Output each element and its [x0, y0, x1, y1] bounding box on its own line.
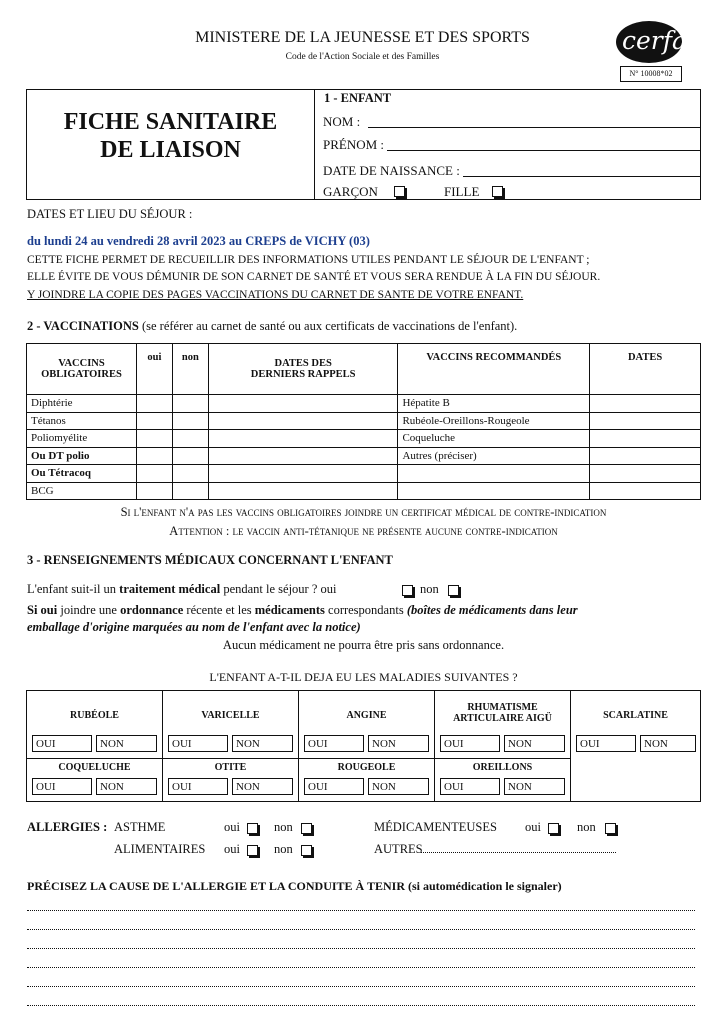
- table-row: Ou DT polio Autres (préciser): [27, 447, 701, 465]
- non-box[interactable]: NON: [232, 735, 293, 752]
- maladie-rhumatisme: RHUMATISME ARTICULAIRE AIGÜ OUI NON: [435, 691, 571, 758]
- table-row: Diphtérie Hépatite B: [27, 395, 701, 413]
- vaccination-table: [26, 343, 701, 500]
- header-non: non: [172, 344, 208, 395]
- asthme-non-checkbox[interactable]: [301, 823, 312, 834]
- medicamenteuses-oui-checkbox[interactable]: [548, 823, 559, 834]
- intro-line-3: Y JOINDRE LA COPIE DES PAGES VACCINATIONS DU CARNET DE SANTE DE VOTRE ENFANT.: [27, 289, 524, 301]
- maladie-rougeole: ROUGEOLE OUI NON: [299, 758, 435, 801]
- alimentaires-oui-label: oui: [224, 842, 240, 856]
- sejour-label: DATES ET LIEU DU SÉJOUR :: [27, 207, 193, 221]
- vaccine-warning-1: Si l'enfant n'a pas les vaccins obligatoires joindre un certificat médical de contre-indication: [120, 505, 607, 519]
- autres-label: AUTRES: [374, 842, 423, 856]
- medicamenteuses-non-label: non: [577, 820, 596, 834]
- oui-box[interactable]: OUI: [304, 735, 364, 752]
- ministry-title: MINISTERE DE LA JEUNESSE ET DES SPORTS: [195, 29, 530, 46]
- non-box[interactable]: NON: [232, 778, 293, 795]
- asthme-non-label: non: [274, 820, 293, 834]
- header-obligatoires: VACCINS OBLIGATOIRES: [27, 344, 137, 395]
- prenom-field[interactable]: [387, 150, 701, 151]
- fille-label: FILLE: [444, 184, 480, 199]
- header-recommandes: VACCINS RECOMMANDÉS: [398, 344, 590, 395]
- asthme-oui-checkbox[interactable]: [247, 823, 258, 834]
- vaccine-warning-2: Attention : le vaccin anti-tétanique ne présente aucune contre-indication: [169, 524, 558, 538]
- oui-box[interactable]: OUI: [32, 735, 92, 752]
- oui-box[interactable]: OUI: [168, 778, 228, 795]
- oui-box[interactable]: OUI: [440, 735, 500, 752]
- sejour-dates: du lundi 24 au vendredi 28 avril 2023 au CREPS de VICHY (03): [27, 234, 370, 248]
- non-box[interactable]: NON: [504, 778, 565, 795]
- table-row: Tétanos Rubéole-Oreillons-Rougeole: [27, 412, 701, 430]
- medical-heading: 3 - RENSEIGNEMENTS MÉDICAUX CONCERNANT L'ENFANT: [27, 553, 393, 567]
- answer-line[interactable]: [27, 986, 695, 987]
- traitement-oui-checkbox[interactable]: [402, 585, 413, 596]
- allergies-label: ALLERGIES :: [27, 820, 108, 834]
- naissance-label: DATE DE NAISSANCE :: [323, 163, 460, 178]
- prenom-label: PRÉNOM :: [323, 137, 385, 152]
- intro-line-1: CETTE FICHE PERMET DE RECUEILLIR DES INFORMATIONS UTILES PENDANT LE SÉJOUR DE L'ENFANT ;: [27, 254, 590, 266]
- maladies-question: L'ENFANT A-T-IL DEJA EU LES MALADIES SUIVANTES ?: [209, 670, 518, 684]
- medicamenteuses-oui-label: oui: [525, 820, 541, 834]
- aucun-medicament: Aucun médicament ne pourra être pris sans ordonnance.: [222, 638, 505, 652]
- table-row: Poliomyélite Coqueluche: [27, 430, 701, 448]
- code-subtitle: Code de l'Action Sociale et des Familles: [285, 52, 440, 62]
- form-number: N° 10008*02: [620, 66, 682, 82]
- answer-line[interactable]: [27, 910, 695, 911]
- traitement-non-checkbox[interactable]: [448, 585, 459, 596]
- oui-box[interactable]: OUI: [168, 735, 228, 752]
- nom-label: NOM :: [323, 114, 361, 129]
- alimentaires-oui-checkbox[interactable]: [247, 845, 258, 856]
- table-header-row: [27, 344, 701, 395]
- oui-box[interactable]: OUI: [576, 735, 636, 752]
- section-enfant: 1 - ENFANT: [324, 91, 392, 105]
- maladie-scarlatine: SCARLATINE OUI NON: [571, 691, 700, 758]
- oui-box[interactable]: OUI: [304, 778, 364, 795]
- maladie-varicelle: VARICELLE OUI NON: [163, 691, 299, 758]
- table-row: Ou Tétracoq: [27, 465, 701, 483]
- asthme-oui-label: oui: [224, 820, 240, 834]
- alimentaires-label: ALIMENTAIRES: [114, 842, 206, 856]
- maladie-otite: OTITE OUI NON: [163, 758, 299, 801]
- non-box[interactable]: NON: [368, 778, 429, 795]
- divider: [314, 90, 315, 199]
- non-box[interactable]: NON: [504, 735, 565, 752]
- maladie-coqueluche: COQUELUCHE OUI NON: [27, 758, 163, 801]
- medicamenteuses-non-checkbox[interactable]: [605, 823, 616, 834]
- alimentaires-non-checkbox[interactable]: [301, 845, 312, 856]
- medicamenteuses-label: MÉDICAMENTEUSES: [374, 820, 497, 834]
- answer-line[interactable]: [27, 929, 695, 930]
- cerfa-logo: cerfa: [616, 21, 682, 63]
- si-oui-line-2: emballage d'origine marquées au nom de l'enfant avec la notice): [27, 620, 361, 634]
- garcon-checkbox[interactable]: [394, 186, 405, 197]
- non-box[interactable]: NON: [96, 778, 157, 795]
- oui-box[interactable]: OUI: [440, 778, 500, 795]
- non-box[interactable]: NON: [96, 735, 157, 752]
- table-row: BCG: [27, 482, 701, 500]
- header-dates: DATES: [590, 344, 701, 395]
- intro-line-2: ELLE ÉVITE DE VOUS DÉMUNIR DE SON CARNET DE SANTÉ ET VOUS SERA RENDUE À LA FIN DU SÉJOUR.: [27, 271, 601, 283]
- maladies-grid: [26, 690, 701, 802]
- maladie-oreillons: OREILLONS OUI NON: [435, 758, 571, 801]
- answer-line[interactable]: [27, 967, 695, 968]
- maladie-angine: ANGINE OUI NON: [299, 691, 435, 758]
- traitement-question: L'enfant suit-il un traitement médical pendant le séjour ? oui: [27, 582, 337, 596]
- nom-field[interactable]: [368, 127, 701, 128]
- header-oui: oui: [136, 344, 172, 395]
- alimentaires-non-label: non: [274, 842, 293, 856]
- precisez-heading: PRÉCISEZ LA CAUSE DE L'ALLERGIE ET LA CONDUITE À TENIR (si automédication le signaler): [27, 879, 562, 893]
- non-box[interactable]: NON: [368, 735, 429, 752]
- fille-checkbox[interactable]: [492, 186, 503, 197]
- vaccinations-heading: 2 - VACCINATIONS (se référer au carnet de santé ou aux certificats de vaccinations de l'enfant).: [27, 319, 518, 333]
- traitement-non-label: non: [420, 582, 439, 596]
- maladie-rubeole: RUBÉOLE OUI NON: [27, 691, 163, 758]
- garcon-label: GARÇON: [323, 184, 378, 199]
- naissance-field[interactable]: [463, 176, 701, 177]
- answer-line[interactable]: [27, 1005, 695, 1006]
- asthme-label: ASTHME: [114, 820, 166, 834]
- form-title: FICHE SANITAIRE DE LIAISON: [63, 109, 278, 163]
- header-dates-rappels: DATES DES DERNIERS RAPPELS: [208, 344, 398, 395]
- oui-box[interactable]: OUI: [32, 778, 92, 795]
- si-oui-line: Si oui joindre une ordonnance récente et les médicaments correspondants (boîtes de médicaments dans leur: [27, 603, 578, 617]
- non-box[interactable]: NON: [640, 735, 696, 752]
- autres-field[interactable]: [421, 852, 616, 853]
- answer-line[interactable]: [27, 948, 695, 949]
